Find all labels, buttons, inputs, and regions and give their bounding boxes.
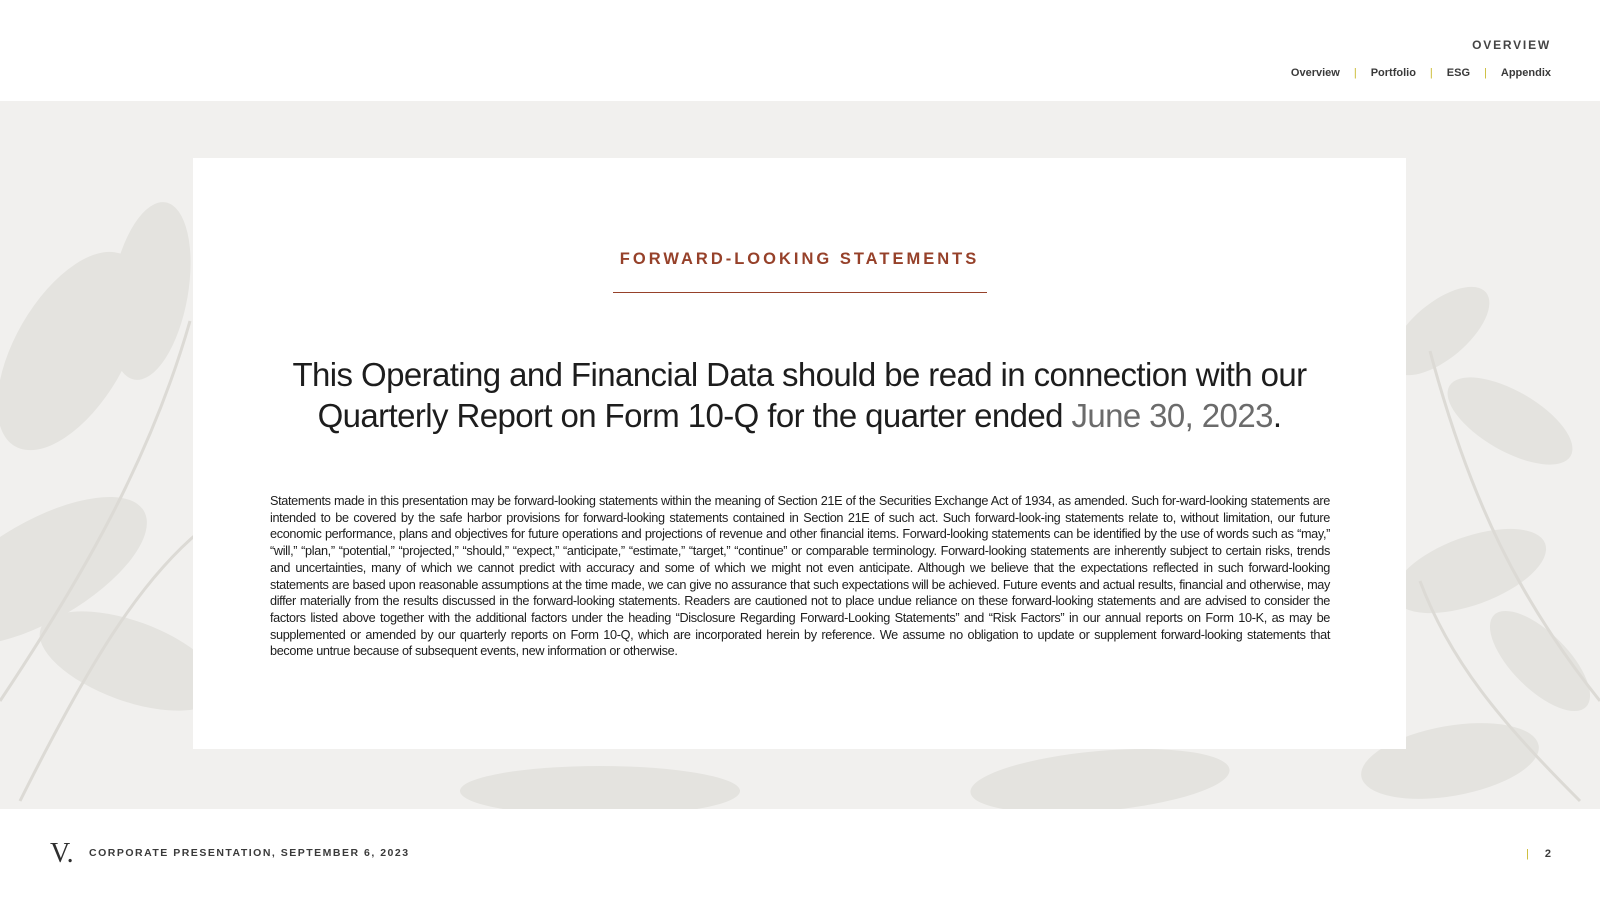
title-divider [613, 292, 987, 293]
nav-overview-link[interactable]: Overview [1290, 67, 1340, 79]
lead-date: June 30, 2023 [1071, 397, 1273, 434]
header [0, 0, 1600, 101]
top-nav [1291, 67, 1551, 79]
disclaimer-paragraph: Statements made in this presentation may be forward-looking statements within the meaning of Section 21E of the Securities Exchange Act of 1934, as amended. Such for-ward-looking statements are intended to be covered by the safe harbor provisions for forward-looking statements contained in Section 21E of such act. Such forward-look-ing statements relate to, without limitation, our future economic performance, plans and objectives for future operations and projections of revenue and other financial items. Forward-looking statements can be identified by the use of words such as “may,” “will,” “plan,” “potential,” “projected,” “should,” “expect,” “anticipate,” “estimate,” “target,” “continue” or comparable terminology. Forward-looking statements are inherently subject to certain risks, trends and uncertainties, many of which we cannot predict with accuracy and some of which we might not even anticipate. Although we believe that the expectations reflected in such forward-looking statements are based upon reasonable assumptions at the time made, we can give no assurance that such expectations will be achieved. Future events and actual results, financial and otherwise, may differ materially from the results discussed in the forward-looking statements. Readers are cautioned not to place undue reliance on these forward-looking statements and are advised to consider the factors listed above together with the additional factors under the heading “Disclosure Regarding Forward-Looking Statements” and “Risk Factors” in our annual reports on Form 10-K, as may be supplemented or amended by our quarterly reports on Form 10-Q, which are incorporated herein by reference. We assume no obligation to update or supplement forward-looking statements that become untrue because of subsequent events, new information or otherwise. [270, 494, 1330, 659]
nav-esg-link[interactable]: ESG [1446, 67, 1471, 79]
nav-separator: | [1429, 67, 1433, 79]
page-separator: | [1526, 848, 1529, 860]
company-logo: V. [50, 838, 74, 869]
footer [0, 809, 1600, 899]
nav-separator: | [1484, 67, 1487, 79]
footer-title: CORPORATE PRESENTATION, SEPTEMBER 6, 2023 [89, 847, 410, 859]
nav-appendix-link[interactable]: Appendix [1500, 67, 1551, 79]
slide-title: FORWARD-LOOKING STATEMENTS [619, 250, 980, 268]
nav-portfolio-link[interactable]: Portfolio [1370, 67, 1416, 79]
lead-period: . [1272, 397, 1282, 434]
page-number: 2 [1544, 848, 1551, 860]
lead-text: This Operating and Financial Data should be read in connection with our Quarterly Report on Form 10-Q for the quarter ended [292, 356, 1307, 434]
section-label: OVERVIEW [1472, 38, 1551, 52]
content-card [193, 158, 1406, 749]
lead-statement [253, 354, 1346, 436]
nav-separator: | [1353, 67, 1357, 79]
